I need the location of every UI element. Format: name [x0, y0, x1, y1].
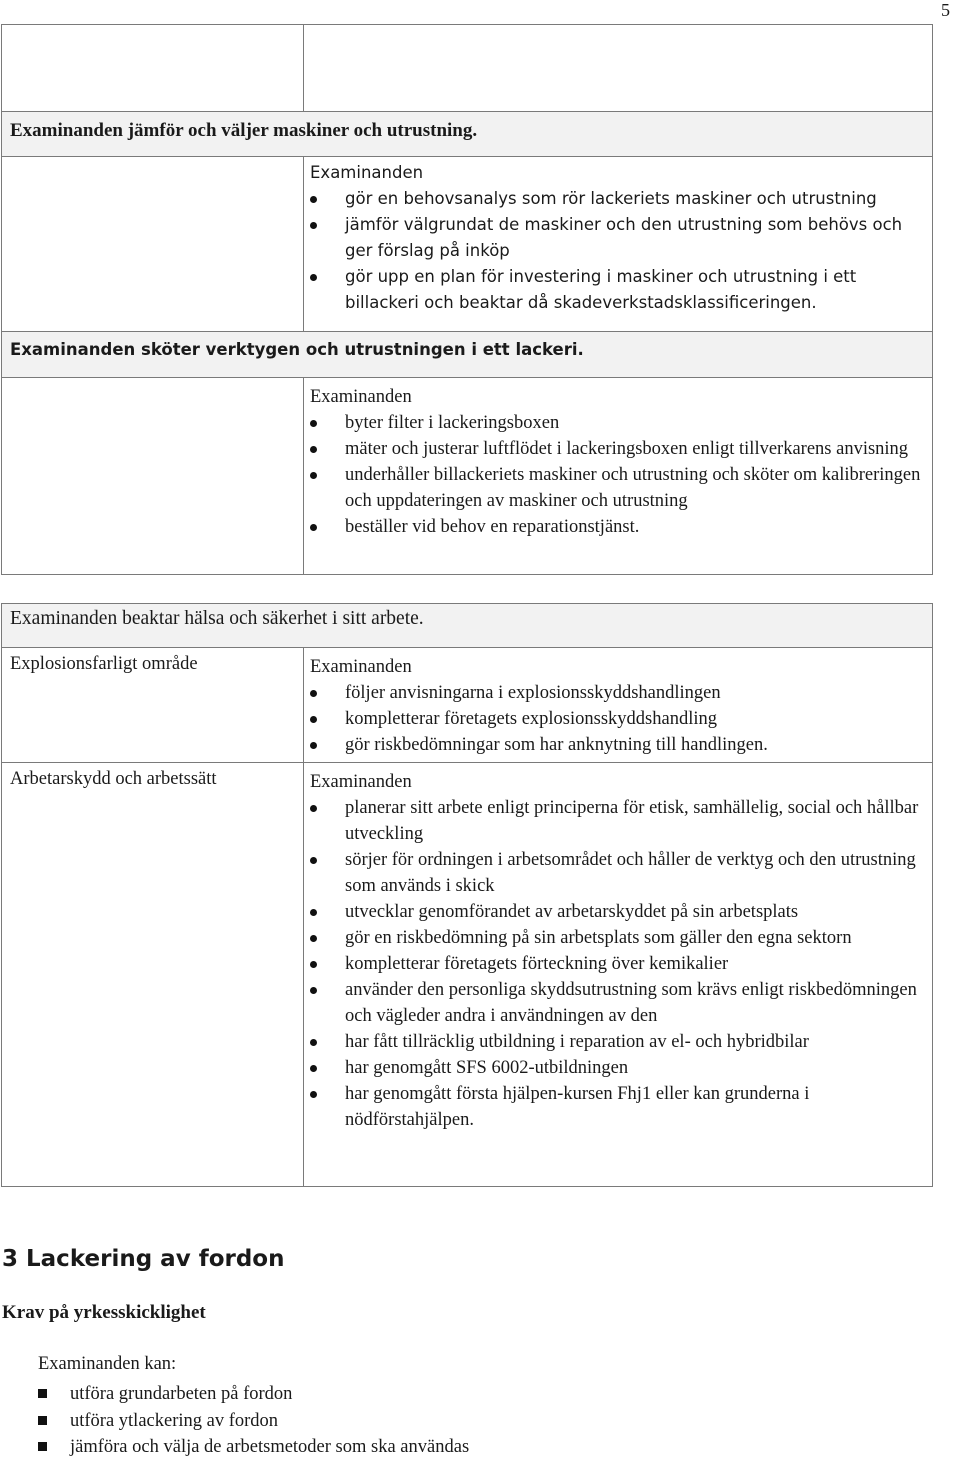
empty-cell [2, 25, 304, 112]
list-item: utföra ytlackering av fordon [38, 1408, 469, 1435]
heading-row [2, 604, 933, 648]
list-item: jämför välgrundat de maskiner och den utrustning som behövs och ger förslag på inköp [310, 212, 932, 264]
list-item: gör en riskbedömning på sin arbetsplats som gäller den egna sektorn [310, 925, 932, 951]
criteria-cell [304, 378, 933, 575]
list-item: använder den personliga skyddsutrustning som krävs enligt riskbedömningen och vägleder andra i användningen av den [310, 977, 932, 1029]
label-cell [2, 378, 304, 575]
criteria-cell [304, 157, 933, 332]
row-label: Explosionsfarligt område [10, 654, 198, 674]
criteria-cell [304, 648, 933, 763]
requirements-intro: Examinanden kan: [38, 1354, 177, 1374]
criteria-intro: Examinanden [310, 163, 424, 182]
list-item: kompletterar företagets förteckning över kemikalier [310, 951, 932, 977]
criteria-list [310, 186, 932, 316]
section-subtitle: Krav på yrkesskicklighet [2, 1302, 206, 1323]
list-item: jämföra och välja de arbetsmetoder som ska användas [38, 1434, 469, 1461]
requirements-list [38, 1381, 469, 1461]
label-cell [2, 157, 304, 332]
list-item: har genomgått första hjälpen-kursen Fhj1 eller kan grunderna i nödförstahjälpen. [310, 1081, 932, 1133]
list-item: gör riskbedömningar som har anknytning till handlingen. [310, 732, 932, 758]
heading-row [2, 332, 933, 378]
list-item: följer anvisningarna i explosionsskyddshandlingen [310, 680, 932, 706]
label-cell [2, 648, 304, 763]
section-heading: Examinanden beaktar hälsa och säkerhet i sitt arbete. [10, 608, 424, 629]
table-health-safety [1, 603, 933, 1187]
list-item: underhåller billackeriets maskiner och utrustning och sköter om kalibreringen och uppdateringen av maskiner och utrustning [310, 462, 932, 514]
list-item: utvecklar genomförandet av arbetarskyddet på sin arbetsplats [310, 899, 932, 925]
section-heading: Examinanden sköter verktygen och utrustningen i ett lackeri. [10, 340, 584, 359]
empty-cell [304, 25, 933, 112]
list-item: gör upp en plan för investering i maskiner och utrustning i ett billackeri och beaktar då skadeverkstadsklassificeringen. [310, 264, 932, 316]
section-heading: Examinanden jämför och väljer maskiner och utrustning. [10, 120, 478, 141]
list-item: beställer vid behov en reparationstjänst. [310, 514, 932, 540]
criteria-list [310, 795, 932, 1133]
criteria-intro: Examinanden [310, 387, 412, 407]
list-item: planerar sitt arbete enligt principerna för etisk, samhällelig, social och hållbar utveckling [310, 795, 932, 847]
list-item: mäter och justerar luftflödet i lackeringsboxen enligt tillverkarens anvisning [310, 436, 932, 462]
heading-row [2, 112, 933, 157]
criteria-cell [304, 763, 933, 1187]
list-item: kompletterar företagets explosionsskyddshandling [310, 706, 932, 732]
criteria-intro: Examinanden [310, 657, 412, 677]
criteria-list [310, 410, 932, 540]
section-title: 3 Lackering av fordon [2, 1246, 285, 1272]
table-machines [1, 24, 933, 575]
criteria-intro: Examinanden [310, 772, 412, 792]
criteria-list [310, 680, 932, 758]
list-item: utföra grundarbeten på fordon [38, 1381, 469, 1408]
list-item: sörjer för ordningen i arbetsområdet och håller de verktyg och den utrustning som används i skick [310, 847, 932, 899]
list-item: har fått tillräcklig utbildning i reparation av el- och hybridbilar [310, 1029, 932, 1055]
page-number: 5 [941, 0, 950, 20]
list-item: har genomgått SFS 6002-utbildningen [310, 1055, 932, 1081]
row-label: Arbetarskydd och arbetssätt [10, 769, 217, 789]
label-cell [2, 763, 304, 1187]
list-item: byter filter i lackeringsboxen [310, 410, 932, 436]
list-item: gör en behovsanalys som rör lackeriets maskiner och utrustning [310, 186, 932, 212]
